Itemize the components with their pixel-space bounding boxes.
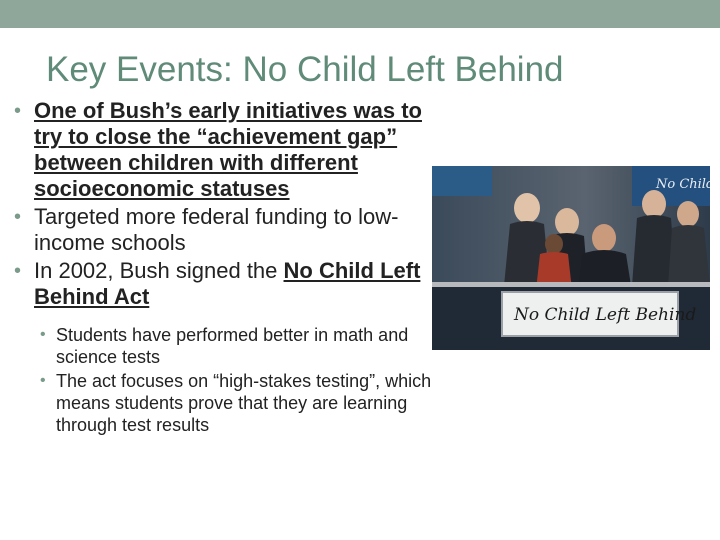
sub-bullet-dot-icon: • [40, 326, 46, 343]
bullet-dot-icon: • [14, 206, 22, 228]
slide-title: Key Events: No Child Left Behind [46, 50, 564, 89]
bullet-nclb-signed [14, 258, 454, 310]
bullet-federal-funding [14, 204, 454, 256]
banner-text: No Child Left Behind [514, 305, 697, 325]
photo-illustration [432, 166, 710, 350]
bullet-text: In 2002, Bush signed the [34, 258, 284, 283]
sub-bullet-text: The act focuses on “high-stakes testing”, which means students prove that they are learning through test results [56, 371, 432, 435]
sub-bullet-performance [14, 324, 434, 368]
slide-content [14, 98, 454, 438]
sub-bullet-high-stakes [14, 370, 434, 436]
bullet-dot-icon: • [14, 100, 22, 122]
signing-ceremony-photo [432, 166, 710, 350]
sub-bullet-text: Students have performed better in math and science tests [56, 325, 409, 367]
sub-bullet-dot-icon: • [40, 372, 46, 389]
bullet-dot-icon: • [14, 260, 22, 282]
bullet-text: Targeted more federal funding to low-income schools [34, 204, 399, 255]
top-accent-bar [0, 0, 720, 28]
backdrop-sign-text: No Child [656, 177, 710, 192]
sub-bullet-list [14, 324, 434, 436]
nclb-act-emphasis: No Child Left Behind Act [34, 258, 421, 309]
bullet-text: One of Bush’s early initiatives was to try to close the “achievement gap” between children with different socioeconomic statuses [34, 98, 422, 201]
bullet-achievement-gap [14, 98, 454, 202]
